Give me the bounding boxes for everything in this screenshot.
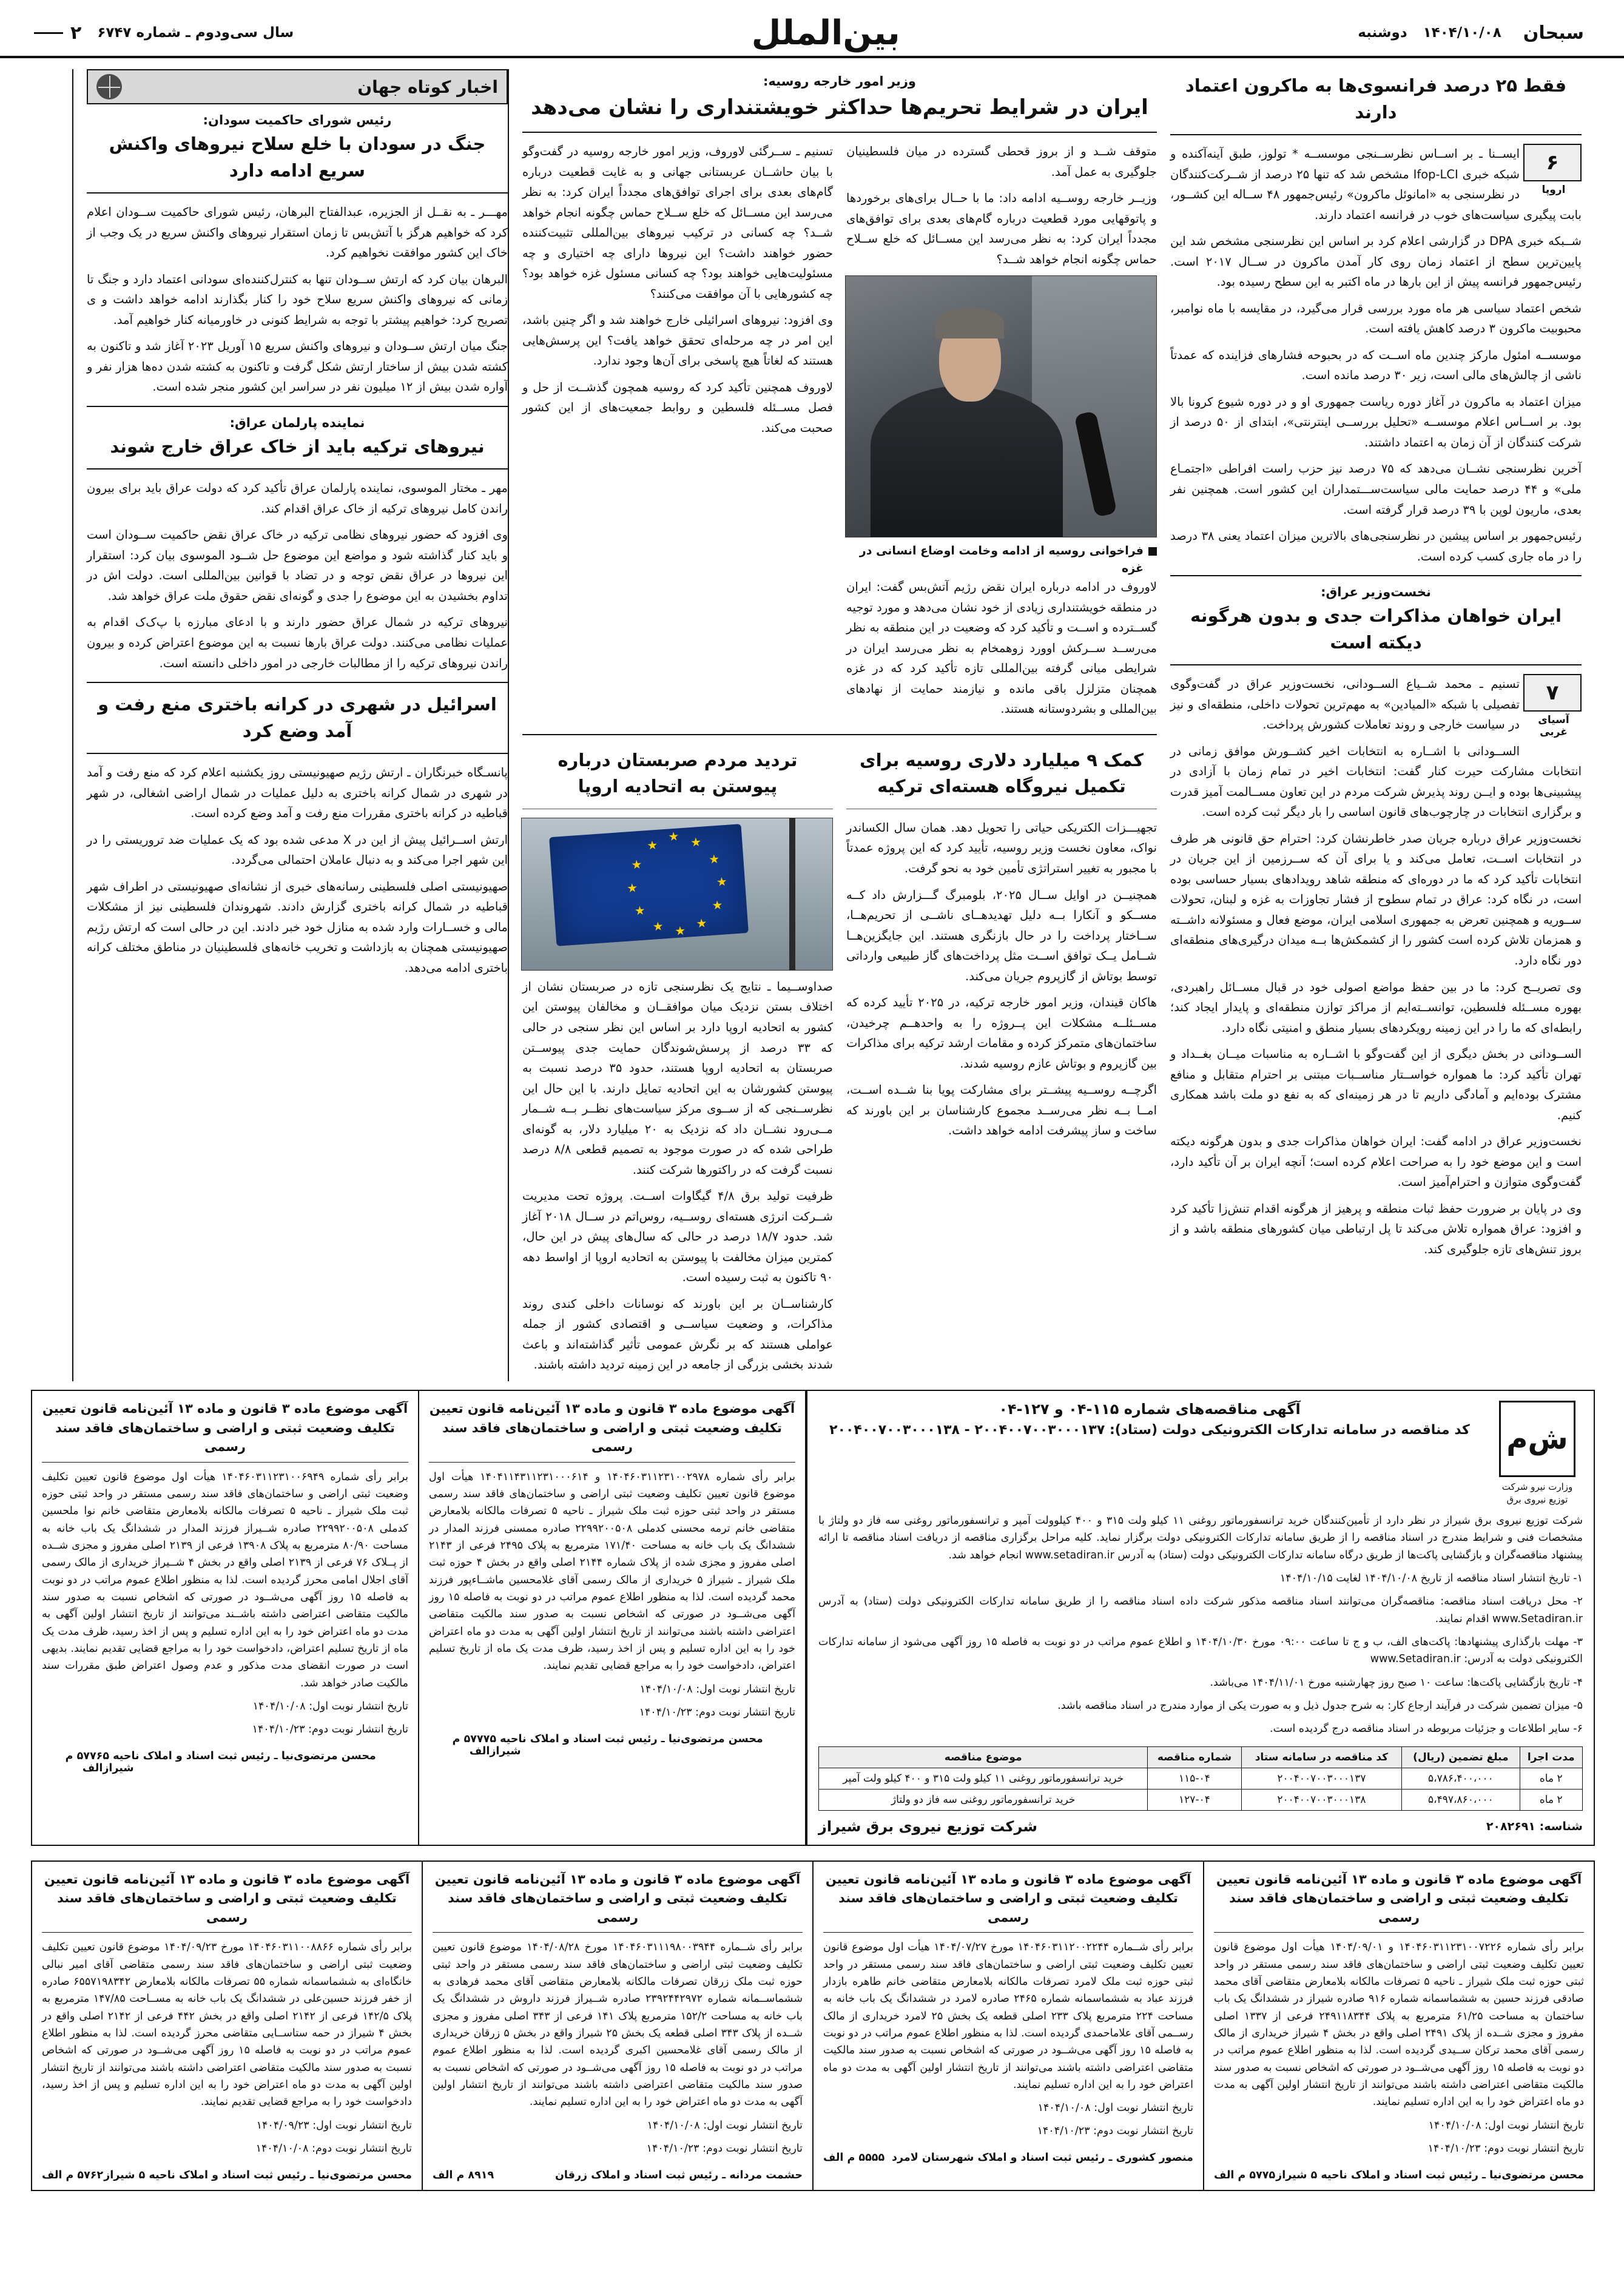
legal-title: آگهی موضوع ماده ۳ قانون و ماده ۱۳ آئین‌نامه قانون تعیین تکلیف وضعیت ثبتی و اراضی و ساختمان‌های فاقد سند رسمی [429,1399,795,1463]
legal-signature: محسن مرتضوی‌نیا ـ رئیس ثبت اسناد و املاک ناحیه ۵ شیراز [104,2169,412,2181]
para: وزیــر خارجه روســیه ادامه داد: ما با حــال برای‌های برخوردها و پاتوقهایی مورد قطعیت درباره گام‌های بعدی برای توافق‌های مجدداً ایران کرد: به نظر می‌رسد این مســائل که خلع ســلاح حماس چگونه انجام خواهد شــد؟ [846,191,1157,266]
legal-title: آگهی موضوع ماده ۳ قانون و ماده ۱۳ آئین‌نامه قانون تعیین تکلیف وضعیت ثبتی و اراضی و ساختمان‌های فاقد سند رسمی [42,1399,408,1463]
legal-date-1: تاریخ انتشار نوبت اول: ۱۴۰۴/۱۰/۰۸ [252,1700,408,1712]
para: ایســنا ـ بر اســاس نظرســنجی موسســه * تولوز، طبق آینه‌آکنده و شبکه خبری Ifop-LCI مشخص شد که تنها ۲۵ درصد از شــرکت‌کنندگان در نظرسنجی به «امانوئل ماکرون» رئیس‌جمهور ۴۸ ســاله این کشــور، بابت پیگیری سیاست‌های خوب در فرانسه اعتماد دارند. [1170,147,1582,222]
tender-notice [806,1390,1595,1846]
para: شــبکه خبری DPA در گزارشی اعلام کرد بر اساس این نظرسنجی مشخص شد این پایین‌ترین سطح از اعتماد زمان روی کار آمدن ماکرون در ســال ۲۰۱۷ است. رئیس‌جمهور فرانسه پیش از این بارها در ماه اکتبر به این سطح رسیده بود. [1170,234,1582,289]
table-cell: ۵،۷۸۶،۴۰۰،۰۰۰ [1402,1768,1520,1789]
legal-signature: محسن مرتضوی‌نیا ـ رئیس ثبت اسناد و املاک ناحیه ۵ شیراز [103,1749,376,1774]
para: لاوروف همچنین تأکید کرد که روسیه همچون گذشــت از حل و فصل مســئله فلسطین و روابط جمعیت‌های از این کشور صحبت می‌کند. [522,380,833,435]
para: مهـــر ـ به نقــل از الجزیره، عبدالفتاح البرهان، رئیس شورای حاکمیت ســودان اعلام کرد که خواهیم هرگز با آتش‌بس تا زمان استقرار نیروهای واکنش سریع در یک وجب از خاک این کشور موافقت نخواهیم کرد. [87,205,508,260]
para: وی در پایان بر ضرورت حفظ ثبات منطقه و پرهیز از هرگونه اقدام تنش‌زا تأکید کرد و افزود: عراق همواره تلاش می‌کند تا پل ارتباطی میان کشورهای منطقه باشد و از بروز تنش‌های تازه جلوگیری کند. [1170,1201,1582,1256]
tender-logo-mark: ش‌م [1499,1401,1575,1477]
legal-row-upper [29,1390,1595,1846]
badge-europe-label: اروپا [1541,184,1566,196]
headline-macron: فقط ۲۵ درصد فرانسوی‌ها به ماکرون اعتماد دارند [1185,75,1567,123]
issue-weekday: دوشنبه [1358,25,1407,41]
brief-turkey-iraq [87,416,508,673]
legal-date-2: تاریخ انتشار نوبت دوم: ۱۴۰۴/۱۰/۲۳ [1037,2125,1193,2138]
lavrov-photo [845,275,1157,537]
tender-bullet: ۲- محل دریافت اسناد مناقصه: مناقصه‌گران می‌توانند اسناد مناقصه مذکور شرکت داده اسناد مناقصه را از طریق سامانه تدارکات الکترونیکی دولت (ستاد) به آدرس www.Setadiran.ir اقدام نمایند. [818,1595,1583,1625]
serbia-eu-flag-photo [521,818,833,971]
badge-europe-letter: ۶ [1546,150,1559,175]
para: همچنیــن در اوایل ســال ۲۰۲۵، بلومبرگ گـــزارش داد کــه مســکو و آنکارا بــه دلیل تهدیدهــای ناشــی از تحریم‌هــا، ســاختار پرداخت را در حال بازنگری هستند. این جایگزین‌هــا شــامل یــک توافق اســت مثل پرداخت‌های گاز طبیعی وارداتی توسط بوتاش از گازپروم جریان می‌کند. [846,887,1157,983]
page-number-rule [34,32,63,34]
legal-date-2: تاریخ انتشار نوبت دوم: ۱۴۰۴/۱۰/۲۳ [252,1723,408,1736]
table-row [819,1789,1583,1810]
table-header-cell: کد مناقصه در سامانه ستاد [1241,1746,1402,1768]
para: موسســه امئول مارکز چندین ماه اســت که در بحبوحه فشارهای فزاینده که عمدتاً ناشی از چالش‌های مالی است، زیر ۳۰ درصد مانده است. [1170,348,1582,383]
legal-body: برابر رأی شماره ۱۴۰۴۶۰۳۱۱۲۳۱۰۰۲۹۷۸ و ۱۴۰۴۱۱۴۳۱۱۲۳۱۰۰۰۶۱۴ هیأت اول موضوع قانون تعیین تکلیف وضعیت ثبتی اراضی و ساختمان‌های فاقد سند رسمی مستقر در واحد ثبتی حوزه ثبت ملک شیراز ـ ناحیه ۵ تصرفات مالکانه بلامعارض متقاضی خانم ترمه محسنی کدملی ۲۲۹۹۲۰۰۵۰۸ صادره ممسنی فرزند المدار در ششدانگ یک باب خانه به مساحت ۱۷۱/۴۰ مترمربع به پلاک ۲۴۹۵ فرعی از ۲۱۴۳ اصلی مفروز و مجزی شده از پلاک شماره ۲۱۴۴ اصلی واقع در بخش ۴ حوزه ثبت ملک شیراز ـ شیراز ۵ خریداری از مالک رسمی آقای غلامحسین ماشــاءپور فرزند محمد گردیده است. لذا به منظور اطلاع عموم مراتب در دو نوبت به فاصله ۱۵ روز آگهی می‌شــود در صورتی که اشخاص نسبت به صدور سند مالکیت متقاضی اعتراضی داشته باشند می‌توانند از تاریخ انتشار اولین آگهی به مدت دو ماه اعتراض خود را به این اداره تسلیم و پس از اخذ رسید، ظرف مدت یک ماه از تاریخ تسلیم اعتراض، دادخواست خود را به مراجع قضایی تقدیم نمایند. [429,1470,795,1672]
tender-logo-caption: وزارت نیرو شرکت توزیع نیروی برق [1501,1481,1573,1505]
legal-date-1: تاریخ انتشار نوبت اول: ۱۴۰۴/۱۰/۰۸ [647,2119,803,2132]
photo-caption-text: فراخوانی روسیه از ادامه وخامت اوضاع انسانی در غزه [859,544,1144,575]
legal-notice [1203,1860,1595,2191]
para: وی افزود: نیروهای اسرائیلی خارج خواهند شد و اگر چنین باشد، این امر در چه مرحله‌ای تحقق خواهد یافت؟ این پرسش‌هایی هستند که لغاتاً هیچ پاسخی برای آن‌ها وجود ندارد. [522,313,833,368]
legal-notice [31,1860,423,2191]
para: تجهیـــزات الکتریکی حیاتی را تحویل دهد. همان سال الکساندر نواک، معاون نخست وزیر روسیه، تأیید کرد که این پروژه عمدتاً با مجبور به تغییر استراتژی تأمین خود به نحو گرفت. [846,820,1157,875]
legal-date-2: تاریخ انتشار نوبت دوم: ۱۴۰۴/۱۰/۰۸ [255,2142,412,2155]
para: اگرچــه روســیه پیشــتر برای مشارکت پویا بنا شــده اســت، امــا بــه نظر می‌رســد مجموع کارشناسان بر این باورند که ساخت و ساز پیشرفت ادامه خواهد داشت. [846,1083,1157,1138]
tender-bullet: ۴- تاریخ بازگشایی پاکت‌ها: ساعت ۱۰ صبح روز چهارشنبه مورخ ۱۴۰۴/۱۱/۰۱ می‌باشد. [1210,1676,1583,1689]
article-macron [1170,73,1582,567]
legal-code: ۸۹۱۹ م الف [433,2169,494,2181]
photo-caption [846,542,1157,577]
kicker-turkey-iraq: نماینده پارلمان عراق: [229,415,365,430]
table-cell: ۱۲۷-۰۴ [1148,1789,1241,1810]
legal-zone-lower [0,1860,1624,2206]
table-cell: خرید ترانسفورماتور روغنی ۱۱ کیلو ولت ۳۱۵ و ۴۰۰ کیلو ولت آمپر [819,1768,1148,1789]
tender-bullet: ۱- تاریخ انتشار اسناد مناقصه از تاریخ ۱۴۰۴/۱۰/۰۸ لغایت ۱۴۰۴/۱۰/۱۵ [1279,1572,1583,1585]
tender-table [818,1746,1583,1811]
headline-turkey-iraq: نیروهای ترکیه باید از خاک عراق خارج شوند [110,436,485,457]
globe-icon [96,74,122,99]
para: وی افزود که حضور نیروهای نظامی ترکیه در خاک عراق نقض حاکمیت ســودان است و باید کنار گذاشته شود و مواضع این موضوع حل شــود الموسوی بیان کرد: استقرار این نیروها در عراق نقض توجه و در تضاد با قوانین بین‌المللی است. دولت اش در تداوم بخشیدن به این موضوع را جدی و گونه‌ای نقض حقوق ملت عراق خواهد شد. [87,528,508,603]
legal-date-2: تاریخ انتشار نوبت دوم: ۱۴۰۴/۱۰/۲۳ [646,2142,803,2155]
headline-iraq-pm: ایران خواهان مذاکرات جدی و بدون هرگونه دیکته است [1190,605,1562,653]
legal-title: آگهی موضوع ماده ۳ قانون و ماده ۱۳ آئین‌نامه قانون تعیین تکلیف وضعیت ثبتی و اراضی و ساختمان‌های فاقد سند رسمی [823,1870,1193,1933]
masthead-left [34,22,294,44]
legal-footer [42,1744,408,1774]
table-cell: ۲ ماه [1520,1789,1582,1810]
legal-date-1: تاریخ انتشار نوبت اول: ۱۴۰۴/۱۰/۰۸ [639,1683,795,1695]
kicker-lavrov: وزیر امور خارجه روسیه: [763,74,916,89]
legal-zone-upper [0,1381,1624,1860]
kicker-sudan: رئیس شورای حاکمیت سودان: [203,113,392,127]
masthead [0,0,1624,58]
legal-title: آگهی موضوع ماده ۳ قانون و ماده ۱۳ آئین‌نامه قانون تعیین تکلیف وضعیت ثبتی و اراضی و ساختمان‌های فاقد سند رسمی [42,1870,412,1933]
tender-title-2: کد مناقصه در سامانه تدارکات الکترونیکی دولت (ستاد): ۲۰۰۴۰۰۷۰۰۳۰۰۰۱۳۷ - ۲۰۰۴۰۰۷۰۰۳۰۰۰۱۳۸ [829,1423,1470,1438]
para: ارتش اســرائیل پیش از این در X مدعی شده بود که یک عملیات ضد تروریستی را در این شهر اجرا می‌کند و به دنبال عاملان احتمالی می‌گردد. [87,832,508,867]
page-number: ۲ [70,22,82,44]
issue-date: ۱۴۰۴/۱۰/۰۸ [1423,25,1501,41]
legal-notice [812,1860,1204,2191]
para: صداوســیما ـ نتایج یک نظرسنجی تازه در صربستان نشان از اختلاف بستن نزدیک میان موافقــان و مخالفان پیوستن این کشور به اتحادیه اروپا دارد بر اساس این نظر سنجی در حالی که ۳۳ درصد از پرسش‌شوندگان حمایت جدی پیوســتن صربستان به اتحادیه اروپا هستند، حدود ۳۵ درصد نسبت به پیوستن کشورشان به این اتحادیه تمایل دارند. با این حال این نظرســنجی که از ســوی مرکز سیاست‌های نظــر بــه شــمار مــی‌رود نشــان داد که نزدیک به ۲۰ میلیارد دلار، به گونه‌ای طراحی شده که در صورت موجود به تصمیم قطعی ۸/۸ درصد نسبت گرفت که در راکتورها شرکت کنند. [522,979,834,1177]
tender-bullet: ۳- مهلت بارگذاری پیشنهادها: پاکت‌های الف، ب و ج تا ساعت ۰۹:۰۰ مورخ ۱۴۰۴/۱۰/۳۰ و اطلاع عموم مراتب در دو نوبت به فاصله ۱۵ روز آگهی می‌شود از سامانه تدارکات الکترونیکی دولت به آدرس: www.Setadiran.ir [818,1636,1583,1666]
legal-body: برابر رأی شماره ۱۴۰۴۶۰۳۱۱۰۰۸۸۶۶ مورخ ۱۴۰۴/۰۹/۲۳ موضوع قانون تعیین تکلیف وضعیت ثبتی اراضی و ساختمان‌های فاقد سند رسمی متقاضی آقای امیر نبالی خانگاه‌ای به ششماسمانه شماره ۵۵ تصرفات مالکانه بلامعارض ۶۵۵۷۱۹۸۳۴۲ صادره از خفر فرزند حسین‌علی در ششدانگ یک باب خانه به مســاحت ۱۴۷/۸۵ مترمربع به پلاک ۱۴۲/۵ فرعی از ۲۱۴۲ اصلی واقع در بخش ۴۴۲ فرعی از ۲۱۴۲ اصلی واقع در بخش ۴ شیراز در حمه ستاســایی متقاضی محرز گردیده است. لذا به منظور اطلاع عموم مراتب در دو نوبت به فاصله ۱۵ روز آگهی می‌شــود در صورتی که اشخاص نسبت به صدور سند مالکیت متقاضی اعتراضی داشته باشند می‌توانند از تاریخ انتشار اولین آگهی به مدت دو ماه اعتراض خود را به این اداره تسلیم و پس از اخذ رسید، دادخواست خود را به مراجع قضایی تقدیم نمایند. [42,1941,413,2109]
legal-body: برابر رأی شــماره ۱۴۰۴۶۰۳۱۱۱۹۸۰۰۳۹۴۴ مورخ ۱۴۰۴/۰۸/۲۸ موضوع قانون تعیین تکلیف وضعیت ثبتی اراضی و ساختمان‌های فاقد سند رسمی مستقر در واحد ثبتی حوزه ثبت ملک زرقان تصرفات مالکانه بلامعارض متقاضی آقای محمد فرهادی به ششماســمانه شماره ۲۳۹۲۴۴۲۹۷۲ صادره شــیراز فرزند داروش در ششدانگ یک باب خانه به مساحت ۱۵۲/۲ مترمربع پلاک ۱۴۱ فرعی از ۳۴۳ اصلی مفروز و مجزی شــده از پلاک ۳۴۳ اصلی قطعه یک بخش ۲۵ شیراز واقع در بخش ۵ زرقان خریداری از مالک رسمی آقای غلامحسین اکبری گردیده است. لذا به منظور اطلاع عموم مراتب در دو نوبت به فاصله ۱۵ روز آگهی می‌شــود در صورتی که اشخاص نسبت به صدور سند مالکیت متقاضی اعتراضی داشته باشند می‌توانند از تاریخ انتشار اولین آگهی به مدت دو ماه اعتراض خود را به این اداره تسلیم نمایند. [433,1941,803,2109]
section-logo: بین‌الملل [751,13,900,53]
para: تسنیم ـ محمد شــیاع الســودانی، نخست‌وزیر عراق در گفت‌وگوی تفصیلی با شبکه «المیادین» به مهم‌ترین تحولات داخلی، منطقه‌ای و نیز در سیاست خارجی و روند تعاملات کشورش پرداخت. [1170,677,1520,732]
tender-bullet: ۶- سایر اطلاعات و جزئیات مربوطه در اسناد مناقصه درج گردیده است. [1270,1723,1583,1736]
tender-code: شناسه: ۲۰۸۲۶۹۱ [1486,1819,1583,1833]
legal-code: ۵۷۷۷ م الف [452,1732,490,1757]
para: کارشناســان بر این باورند که نوسانات داخلی کندی روند مذاکرات، و وضعیت سیاســی و اقتصادی کشور از جمله عواملی هستند که بر نگرش عمومی تأثیر گذاشته‌اند و باعث شدند بخشی بزرگی از جامعه در این زمینه تردید داشته باشند. [522,1296,833,1372]
para: تسنیم ـ ســرگئی لاوروف، وزیر امور خارجه روسیه در گفت‌وگو با بیان حاشــان عربستانی جهانی و به غایت قطعیت درباره گام‌های بعدی برای اجرای توافق‌های مجدداً ایران کرد: به نظر می‌رسد این مســائل که خلع ســلاح حماس چگونه انجام خواهد شــد؟ چه کسانی در ترکیب نیروهای بین‌المللی تثبیت‌کننده حضور خواهند داشت؟ این نیروها دارای چه اختیاری و چه مسئولیت‌هایی خواهند بود؟ چه کسانی مسئول غزه خواهد بود؟ چه کشورهایی با آن موافقت می‌کنند؟ [522,144,833,301]
para: ظرفیت تولید برق ۴/۸ گیگاوات اســت. پروژه تحت مدیریت شــرکت انرژی هسته‌ای روســیه، روس‌اتم در ســال ۲۰۱۸ آغاز شد. حدود ۱۸/۷ درصد در حالی که سال‌های پیش در این حال، کمترین میزان مخالفت با پیوستن به اتحادیه اروپا از اواسط دهه ۹۰ تاکنون به ثبت رسیده است. [522,1189,834,1285]
table-cell: ۵،۴۹۷،۸۶۰،۰۰۰ [1402,1789,1520,1810]
para: وی تصریــح کرد: ما در بین حفظ مواضع اصولی خود در قبال مســائل راهبردی، بهوره مســئله فلسطین، توانســته‌ایم از مراکز توازن منطقه‌ای و پایدار ایجاد کند؛ رابطه‌ای که ما را در این زمینه رویکردهای بسیار منطق و امنیتی نگاه دارد. [1170,980,1582,1035]
table-header-cell: موضوع مناقصه [819,1746,1148,1768]
legal-signature: محسن مرتضوی‌نیا ـ رئیس ثبت اسناد و املاک ناحیه ۵ شیراز [1276,2169,1584,2181]
headline-rosatom-turkey: کمک ۹ میلیارد دلاری روسیه برای تکمیل نیروگاه هسته‌ای ترکیه [860,749,1144,797]
legal-footer [433,2163,803,2181]
headline-west-bank: اسرائیل در شهری در کرانه باختری منع رفت و آمد وضع کرد [98,694,497,741]
para: لاوروف در ادامه درباره ایران نقض رژیم آتش‌بس گفت: ایران در منطقه خویشتنداری زیادی از خود نشان می‌دهد و مورد توجیه گســترده و اســت و تأکید کرد که وضعیت در این منطقه به نظر می‌رســد ســرکش اوورد زوهمخام به نظر می‌رسد ایران در شرایطی میانی گرفته بین‌المللی تازه تأکید کرد که در غزه همچنان متزلزل باقی مانده و نیازمند حمایت از نهادهای بین‌المللی و بشردوستانه هستند. [846,580,1157,716]
badge-europe [1526,144,1582,196]
para: نیروهای ترکیه در شمال عراق حضور دارند و با ادعای مبارزه با پ‌ک‌ک اقدام به عملیات نظامی می‌کنند. دولت عراق بارها نسبت به این موضوع اعتراض کرده و بیرون راندن نیروهای ترکیه را از مطالبات خارجی در امور داخلی دانسته است. [87,615,508,670]
para: الســودانی در بخش دیگری از این گفت‌وگو با اشــاره به مناسبات میــان بغــداد و تهران تأکید کرد: ما همواره خواســتار مناســبات مبتنی بر احترام متقابل و منافع مشترک بوده‌ایم و آمادگی داریم تا در هر زمینه‌ای که به نفع دو ملت باشد همکاری کنیم. [1170,1047,1582,1122]
legal-code: ۵۷۶۲ م الف [42,2169,104,2181]
legal-code: ۵۷۷۵ م الف [1214,2169,1276,2181]
para: رئیس‌جمهور بر اساس پیشین در نظرسنجی‌های بالاترین میزان اعتماد یعنی ۳۸ درصد را در ماه جاری کسب کرده است. [1170,529,1582,564]
para: میزان اعتماد به ماکرون در آغاز دوره ریاست جمهوری او و در دوره شیوع کرونا بالا بود. بر اســاس اعلام موسســه «تحلیل بررســی اینترنتی»، ابتدای از ۵۰ درصد از شرکت کنندگان از آن زمان به اعتماد داشتند. [1170,394,1582,450]
tender-header [818,1401,1583,1506]
table-row [819,1768,1583,1789]
tender-organization: شرکت توزیع نیروی برق شیراز [818,1817,1038,1835]
section-header-world-briefs [87,69,508,104]
main-content [0,58,1624,1381]
legal-footer [823,2146,1193,2164]
legal-notice [418,1390,806,1846]
legal-body: برابر رأی شــماره ۱۴۰۴۶۰۳۱۱۲۰۰۲۲۴۴ مورخ ۱۴۰۴/۰۷/۲۷ هیأت اول موضوع قانون تعیین تکلیف وضعیت ثبتی اراضی و ساختمان‌های فاقد سند رسمی مستقر در واحد ثبتی حوزه ثبت ملک لامرد تصرفات مالکانه بلامعارض متقاضی خانم طاهره بازدار فرزند عباد به ششماسمانه شماره ۲۴۶۵ صادره لامرد در ششدانگ یک باب خانه به مساحت ۲۲۴ مترمربع پلاک ۲۳۳ اصلی قطعه یک بخش ۲۵ لامرد خریداری از مالک رســمی آقای علاماحمدی گردیده است. لذا به منظور اطلاع عموم مراتب در دو نوبت به فاصله ۱۵ روز آگهی می‌شــود در صورتی که اشخاص نسبت به صدور سند مالکیت متقاضی اعتراضی داشته باشند می‌توانند از تاریخ انتشار اولین آگهی به مدت دو ماه اعتراض خود را به این اداره تسلیم نمایند. [823,1941,1194,2092]
para: مهر ـ مختار الموسوی، نماینده پارلمان عراق تأکید کرد که دولت عراق باید برای بیرون راندن کامل نیروهای ترکیه از خاک عراق اقدام کند. [87,481,508,516]
legal-title: آگهی موضوع ماده ۳ قانون و ماده ۱۳ آئین‌نامه قانون تعیین تکلیف وضعیت ثبتی و اراضی و ساختمان‌های فاقد سند رسمی [1214,1870,1584,1933]
legal-date-1: تاریخ انتشار نوبت اول: ۱۴۰۴/۰۹/۲۳ [256,2119,412,2132]
table-cell: ۲۰۰۴۰۰۷۰۰۳۰۰۰۱۳۸ [1241,1789,1402,1810]
para: صهیونیستی اصلی فلسطینی رسانه‌های خبری از نشانه‌ای صهیونیستی در اطراف شهر قباطیه در شمال کرانه باختری گزارش دادند. شهروندان فلسطینی نیز از مشکلات مالی و خســارات وارد شده به منازل خود خبر دادند. این در حالی است که ارتش رژیم صهیونیستی همچنان به بازداشت و تخریب خانه‌های فلسطینیان در مناطق مختلف کرانه باختری ادامه می‌دهد. [87,879,508,975]
legal-footer [42,2163,412,2181]
table-header-row [819,1746,1583,1768]
page-number-wrap [34,22,81,44]
legal-date-2: تاریخ انتشار نوبت دوم: ۱۴۰۴/۱۰/۲۳ [1427,2142,1584,2155]
issue-number: سال سی‌ودوم ـ شماره ۶۷۴۷ [97,25,294,41]
para: البرهان بیان کرد که ارتش ســودان تنها به کنترل‌کننده‌ای سودانی اعتماد دارد و جنگ تا زمانی که نیروهای واکنش سریع سلاح خود را کنار بگذارند ادامه خواهد داشت و ی تصریح کرد: خواهیم پیشتر با توجه به شرایط کنونی در خاورمیانه کنار خواهیم آمد. [87,272,508,327]
section-title: اخبار کوتاه جهان [357,76,498,97]
tender-logo [1492,1401,1583,1506]
legal-notice [422,1860,814,2191]
para: هاکان قیندان، وزیر امور خارجه ترکیه، در ۲۰۲۵ تأیید کرده که مســئلــه مشکلات این پــروژه را به واحدهــم چرخیدن، ساختمان‌های متمرکز کرده و مقامات ارشد ترکیه برای مذاکرات بین گازپروم و بوتاش عازم روسیه شدند. [846,995,1157,1071]
tender-title-1: آگهی مناقصه‌های شماره ۱۱۵-۰۴ و ۱۲۷-۰۴ [999,1401,1301,1418]
legal-signature: محسن مرتضوی‌نیا ـ رئیس ثبت اسناد و املاک ناحیه ۵ شیراز [490,1732,763,1757]
para: شخص اعتماد سیاسی هر ماه مورد بررسی قرار می‌گیرد، در مقایسه با ماه نوامبر، محبوبیت ماکرون ۳ درصد کاهش یافته است. [1170,301,1582,336]
legal-code: ۵۷۷۶ م الف [65,1749,103,1774]
tender-footer [818,1818,1583,1835]
column-right [72,69,508,1381]
headline-lavrov: ایران در شرایط تحریم‌ها حداکثر خویشتنداری را نشان می‌دهد [531,95,1148,120]
article-iraq-pm [1170,585,1582,1259]
headline-serbia-eu: تردید مردم صربستان درباره پیوستن به اتحادیه اروپا [558,749,798,797]
para: الســودانی با اشــاره به انتخابات اخیر کشــورش موافق زمانی در انتخابات مشارکت حیرت کنار گفت: انتخابات اخیر در تمام زمان با آزادی در پیشبینی‌ها بوده و ایــن روند پذیرش شرکت مردم در این تعاون مســالمت آمیز قدرت و برگزاری انتخابات در چارچوب‌های قانون اساسی را بار دیگر ثبت کرده است. [1170,744,1582,820]
table-cell: خرید ترانسفورماتور روغنی سه فاز دو ولتاژ [819,1789,1148,1810]
table-cell: ۱۱۵-۰۴ [1148,1768,1241,1789]
tender-body: شرکت توزیع نیروی برق شیراز در نظر دارد از تأمین‌کنندگان خرید ترانسفورماتور روغنی ۱۱ کیلو ولت ۳۱۵ و ۴۰۰ کیلوولت آمپر و ترانسفورماتور روغنی سه فاز دو ولتاژ با مشخصات فنی و شرایط مندرج در اسناد مناقصه را از طریق سامانه تدارکات الکترونیکی دولت برگزار نماید. کلیه مراحل برگزاری مناقصه از دریافت اسناد مناقصه تا ارائه پیشنهاد مناقصه‌گران و بازگشایی پاکت‌ها از طریق درگاه سامانه تدارکات الکترونیکی دولت (ستاد) به آدرس www.setadiran.ir انجام خواهد شد. [818,1515,1583,1561]
para: پانسـگاه خبرنگاران ـ ارتش رژیم صهیونیستی روز یکشنبه اعلام کرد که منع رفت و آمد در شهری در شمال کرانه باختری به دلیل عملیات در شمال اراضی اشغالی، در شهر قباطیه در کرانه باختری مقررات منع رفت و آمد وضع کرده است. [87,766,508,821]
column-left [1170,69,1595,1381]
masthead-right [1358,22,1590,44]
tender-bullet: ۵- میزان تضمین شرکت در فرآیند ارجاع کار: به شرح جدول ذیل و به صورت یکی از موارد مندرج در اسناد مناقصه باشد. [1057,1700,1583,1712]
para: نخست‌وزیر عراق در ادامه گفت: ایران خواهان مذاکرات جدی و بدون هرگونه دیکته است و این موضع خود را به صراحت اعلام کرده است؛ آنچه ایران بر آن تأکید دارد، گفت‌وگوی متوازن و احترام‌آمیز است. [1170,1134,1582,1190]
legal-code: ۵۵۵۵ م الف [823,2152,885,2164]
table-cell: ۲ ماه [1520,1768,1582,1789]
table-header-cell: مبلغ تضمین (ریال) [1402,1746,1520,1768]
para: نخست‌وزیر عراق درباره جریان صدر خاطرنشان کرد: احترام حق قانونی هر طرف در انتخابات اســت، تعامل می‌کند و یا برای آن که ســرزمین از این جریان در انتخابات تأکید کرد که ما در دوره‌ای که منطقه شاهد رویدادهای بسیار حساسی بوده است، در نگاه کرد: عراق در تمام سطوح از فشار تجاوزات به غزه و لبنان، تحولات ســوریه و همچنین تعرض به جمهوری اسلامی ایران، موضع فعال و مسئولانه داشــته و همزمان تلاش کرده است کشور را از کشمکش‌ها بــه میدان درگیری‌های منطقه‌ای دور نگاه دارد. [1170,831,1582,968]
publisher-name: سبحان [1523,22,1584,44]
legal-body: برابر رأی شماره ۱۴۰۴۶۰۳۱۱۲۳۱۰۰۷۲۲۶ و ۱۴۰۴/۰۹/۰۱ هیأت اول موضوع قانون تعیین تکلیف وضعیت ثبتی اراضی و ساختمان‌های فاقد سند رسمی مستقر در واحد ثبتی حوزه ثبت ملک شیراز ـ ناحیه ۵ تصرفات مالکانه بلامعارض متقاضی آقای محمد صادقی فرزند حسین به ششماسمانه شماره ۹۱۶ صادره شیراز در ششدانگ یک باب ساختمان به مساحت ۶۱/۲۵ مترمربع به پلاک ۲۴۹۱۱۸۳۴۴ فرعی از ۱۳۳۷ اصلی مفروز و مجزی شــده از پلاک ۲۴۹۱ اصلی واقع در بخش ۴ شیراز خریداری از مالک رسمی آقای محمد ترکان ســیدی گردیده است. لذا به منظور اطلاع عموم مراتب در دو نوبت به فاصله ۱۵ روز آگهی می‌شــود در صورتی که اشخاص نسبت به صدور سند مالکیت متقاضی اعتراضی داشته باشند می‌توانند از تاریخ انتشار اولین آگهی به مدت دو ماه اعتراض خود را به این اداره تسلیم نمایند. [1214,1941,1585,2109]
legal-body: برابر رأی شماره ۱۴۰۴۶۰۳۱۱۲۳۱۰۰۶۹۴۹ هیأت اول موضوع قانون تعیین تکلیف وضعیت ثبتی اراضی و ساختمان‌های فاقد سند رسمی مستقر در واحد ثبتی حوزه ثبت ملک شیراز ـ ناحیه ۵ تصرفات مالکانه بلامعارض متقاضی خانم نوا ملحسین کدملی ۲۲۹۹۲۰۰۵۰۸ صادره شــیراز فرزند المدار در ششدانگ یک باب خانه به مساحت ۸۰/۹۰ مترمربع به پلاک ۱۳۹۰۸ فرعی از ۲۱۳۹ اصلی مفروز و مجزی شــده از پــلاک ۷۶ فرعی از ۲۱۳۹ اصلی واقع در بخش ۴ شــیراز خریداری از مالک رسمی آقای اجلال امامی محرز گردیده است. لذا به منظور اطلاع عموم مراتب در دو نوبت به فاصله ۱۵ روز آگهی می‌شــود در صورتی که اشخاص نسبت به صدور سند مالکیت متقاضی اعتراضی داشته باشــند می‌توانند از تاریخ انتشار اولین آگهی به مدت دو ماه اعتراض خود را به این اداره تسلیم و پس از اخذ رسید، ظرف مدت یک ماه از تاریخ تسلیم اعتراض، دادخواست خود را به مراجع قضایی تقدیم نمایند. بدیهی است در صورت انقضای مدت مذکور و عدم وصول اعتراض طبق مقررات سند مالکیت صادر خواهد شد. [42,1470,408,1689]
badge-west-asia-label: آسیای غربی [1538,714,1569,739]
legal-footer [429,1727,795,1757]
legal-date-1: تاریخ انتشار نوبت اول: ۱۴۰۴/۱۰/۰۸ [1037,2102,1193,2115]
table-cell: ۲۰۰۴۰۰۷۰۰۳۰۰۰۱۳۷ [1241,1768,1402,1789]
para: متوقف شــد و از بروز قحطی گسترده در میان فلسطینیان جلوگیری به عمل آمد. [846,144,1157,179]
badge-west-asia [1526,674,1582,738]
table-header-cell: مدت اجرا [1520,1746,1582,1768]
legal-notice [31,1390,419,1846]
legal-signature: منصور کشوری ـ رئیس ثبت اسناد و املاک شهرستان لامرد [892,2152,1193,2164]
para: جنگ میان ارتش ســودان و نیروهای واکنش سریع ۱۵ آوریل ۲۰۲۳ آغاز شد و تاکنون به کشته شدن بیش از ساختار ارتش شکل گرفت و تاکنون به کشته شدن ده‌ها هزار نفر و آواره شدن بیش از ۱۲ میلیون نفر در سراسر این کشور منجر شده است. [87,339,508,394]
table-header-cell: شماره مناقصه [1148,1746,1241,1768]
legal-footer [1214,2163,1584,2181]
brief-west-bank [87,692,508,978]
brief-sudan [87,113,508,397]
caption-bullet-icon [1148,547,1157,556]
column-middle [508,69,1170,1381]
headline-sudan: جنگ در سودان با خلع سلاح نیروهای واکنش سریع ادامه دارد [109,133,486,181]
legal-title: آگهی موضوع ماده ۳ قانون و ماده ۱۳ آئین‌نامه قانون تعیین تکلیف وضعیت ثبتی و اراضی و ساختمان‌های فاقد سند رسمی [433,1870,803,1933]
tender-titles [818,1401,1481,1444]
kicker-iraq-pm: نخست‌وزیر عراق: [1321,585,1431,600]
legal-date-1: تاریخ انتشار نوبت اول: ۱۴۰۴/۱۰/۰۸ [1428,2119,1584,2132]
legal-signature: حشمت مردانه ـ رئیس ثبت اسناد و املاک زرقان [555,2169,803,2181]
badge-west-asia-letter: ۷ [1546,681,1559,705]
legal-date-2: تاریخ انتشار نوبت دوم: ۱۴۰۴/۱۰/۲۳ [639,1706,795,1719]
para: آخرین نظرسنجی نشــان می‌دهد که ۷۵ درصد نیز حزب راست افراطی «اجتمـاع ملی» و ۴۴ درصد حمایت مالی سیاست‌ســـتمداران این کشور است. همچنین نفر بعدی، ماریون لوپن با ۳۹ درصد قرار گرفته است. [1170,462,1582,517]
legal-row-lower [29,1860,1595,2191]
